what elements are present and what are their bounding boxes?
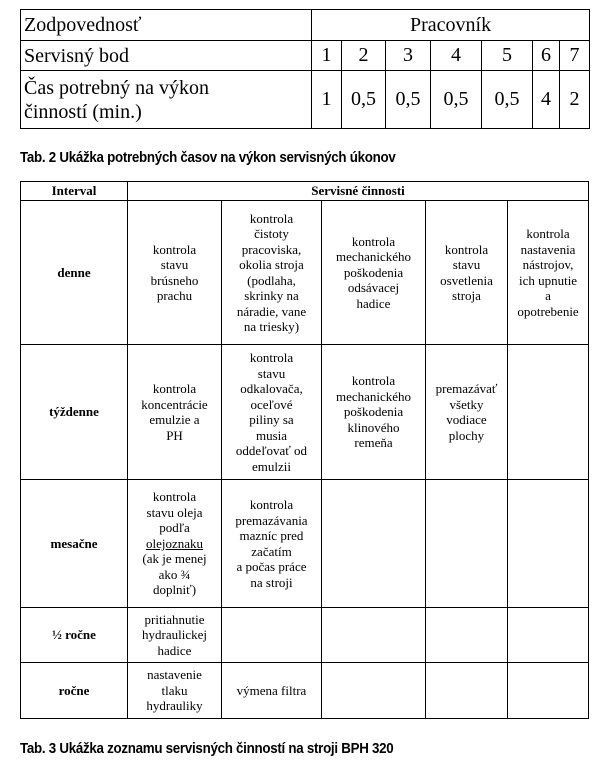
activity-cell	[426, 608, 508, 663]
interval-cell: ročne	[21, 663, 128, 719]
activity-cell	[322, 663, 426, 719]
service-point-row	[21, 41, 590, 71]
time-requirements-table	[20, 9, 590, 129]
time-cell: 0,5	[482, 71, 533, 129]
activity-cell	[508, 480, 589, 608]
activity-cell: výmena filtra	[222, 663, 322, 719]
activity-cell	[508, 608, 589, 663]
time-cell: 0,5	[342, 71, 386, 129]
service-point-cell: 5	[482, 41, 533, 71]
interval-cell: mesačne	[21, 480, 128, 608]
service-point-cell: 6	[533, 41, 560, 71]
activity-cell	[322, 608, 426, 663]
activity-cell: kontrola stavu brúsneho prachu	[128, 201, 222, 345]
service-point-cell: 3	[386, 41, 431, 71]
time-cell: 0,5	[386, 71, 431, 129]
interval-cell: denne	[21, 201, 128, 345]
table2-caption: Tab. 2 Ukážka potrebných časov na výkon servisných úkonov	[20, 150, 396, 166]
activity-cell: kontrola premazávania mazníc pred začatím a počas práce na stroji	[222, 480, 322, 608]
table-row	[21, 608, 589, 663]
service-point-cell: 4	[431, 41, 482, 71]
activity-cell: nastavenie tlaku hydrauliky	[128, 663, 222, 719]
interval-cell: ½ ročne	[21, 608, 128, 663]
interval-header: Interval	[21, 182, 128, 201]
time-label	[21, 71, 312, 129]
time-cell: 2	[560, 71, 590, 129]
table-row	[21, 201, 589, 345]
table3-header-row	[21, 182, 589, 201]
activity-cell: kontrola stavu osvetlenia stroja	[426, 201, 508, 345]
time-label-line: činností (min.)	[24, 100, 142, 123]
time-row	[21, 71, 590, 129]
time-cell: 4	[533, 71, 560, 129]
activities-header: Servisné činnosti	[128, 182, 589, 201]
table2-header-row	[21, 10, 590, 41]
activity-cell: kontrola stavu oleja podľa olejoznaku (ak je menej ako ¾ doplniť)	[128, 480, 222, 608]
activity-cell	[508, 663, 589, 719]
activity-cell: kontrola koncentrácie emulzie a PH	[128, 345, 222, 480]
interval-cell: týždenne	[21, 345, 128, 480]
activity-cell: kontrola mechanického poškodenia klinového remeňa	[322, 345, 426, 480]
table3-caption: Tab. 3 Ukážka zoznamu servisných činností na stroji BPH 320	[20, 741, 394, 757]
worker-header: Pracovník	[312, 10, 590, 41]
activity-cell: kontrola čistoty pracoviska, okolia stroja (podlaha, skrinky na náradie, vane na triesky)	[222, 201, 322, 345]
service-point-cell: 7	[560, 41, 590, 71]
table-row	[21, 480, 589, 608]
responsibility-header: Zodpovednosť	[21, 10, 312, 41]
activity-cell	[426, 663, 508, 719]
table-row	[21, 345, 589, 480]
activity-cell	[508, 345, 589, 480]
activity-cell: kontrola nastavenia nástrojov, ich upnutie a opotrebenie	[508, 201, 589, 345]
activity-cell	[426, 480, 508, 608]
time-label-line: Čas potrebný na výkon	[24, 76, 209, 99]
activity-cell: pritiahnutie hydraulickej hadice	[128, 608, 222, 663]
service-point-label: Servisný bod	[21, 41, 312, 71]
activity-cell: kontrola stavu odkalovača, oceľové piliny sa musia oddeľovať od emulzii	[222, 345, 322, 480]
service-point-cell: 2	[342, 41, 386, 71]
activity-cell: kontrola mechanického poškodenia odsávacej hadice	[322, 201, 426, 345]
service-point-cell: 1	[312, 41, 342, 71]
activity-cell	[222, 608, 322, 663]
activity-cell	[322, 480, 426, 608]
activity-cell: premazávať všetky vodiace plochy	[426, 345, 508, 480]
table-row	[21, 663, 589, 719]
time-cell: 0,5	[431, 71, 482, 129]
time-cell: 1	[312, 71, 342, 129]
service-activities-table	[20, 181, 589, 719]
